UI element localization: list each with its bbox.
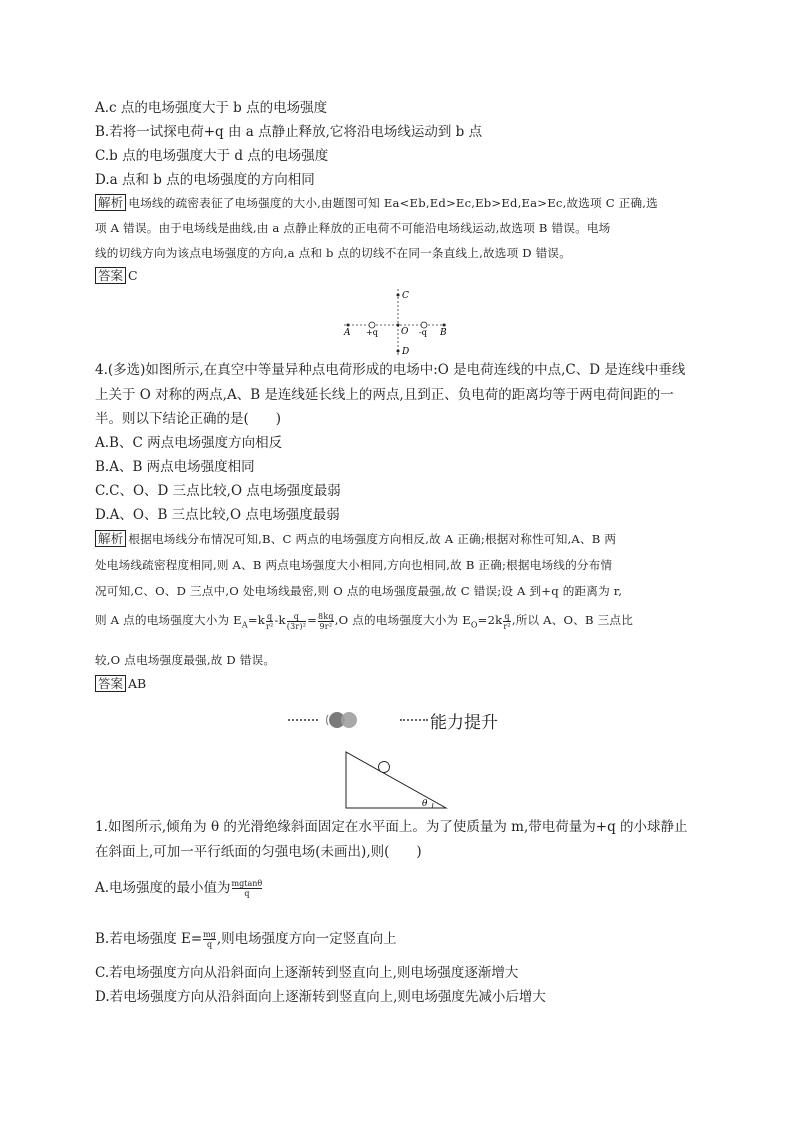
q3-option-b: B.若将一试探电荷+q 由 a 点静止释放,它将沿电场线运动到 b 点 [95,124,483,140]
q4-explanation-line5: 较,O 点电场强度最强,故 D 错误。 [95,653,276,667]
incline-diagram [340,748,452,812]
fraction-q-3r2: $\frac{q}{\text{(3r)²}}$ [286,611,307,631]
q3-explanation-line1 [95,194,658,212]
label-c: C [402,291,409,301]
formula-text: =2k [477,613,503,627]
q1-option-a [95,873,263,903]
label-d: D [402,347,410,357]
option-text: ,则电场强度方向一定竖直向上 [216,931,397,947]
formula-text: = [307,613,318,627]
angle-arc [432,803,433,808]
answer-tag: 答案 [95,267,126,284]
section-title: 能力提升 [430,713,498,733]
answer-value: AB [128,676,147,691]
q4-option-c: C.C、O、D 三点比较,O 点电场强度最弱 [95,483,341,499]
explanation-text: 电场线的疏密表征了电场强度的大小,由题图可知 Ea<Eb,Ed>Ec,Eb>Ed,Ea>Ec,故选项 C 正确,选 [128,196,658,210]
q3-option-a: A.c 点的电场强度大于 b 点的电场强度 [95,100,328,116]
q4-explanation-line3: 况可知,C、O、D 三点中,O 处电场线最密,则 O 点的电场强度最强,故 C 错误;设 A 到+q 的距离为 r, [95,584,623,598]
q1-option-b [95,924,397,954]
label-o: O [401,327,409,337]
q4-option-a: A.B、C 两点电场强度方向相反 [95,435,283,451]
explanation-tag: 解析 [95,530,126,547]
dotted-leader-right [400,719,428,721]
label-a: A [344,328,351,338]
fraction-mg-q: $\frac{mg}{q}$ [203,930,216,949]
q4-stem-line1: 4.(多选)如图所示,在真空中等量异种点电荷形成的电场中:O 是电荷连线的中点,C、D 是连线中垂线 [95,362,686,378]
formula-text: -k [274,613,286,627]
theta-label: θ [422,799,428,809]
point-c [397,294,400,297]
answer-value: C [128,268,138,283]
formula-subscript: O [470,620,478,630]
point-o [397,324,400,327]
q3-option-d: D.a 点和 b 点的电场强度的方向相同 [95,172,315,188]
formula-text: =k [247,613,265,627]
dotted-leader-left [288,719,318,721]
explanation-tag: 解析 [95,194,126,211]
q4-explanation-line4 [95,606,633,639]
q3-explanation-line2: 项 A 错误。由于电场线是曲线,由 a 点静止释放的正电荷不可能沿电场线运动,故选项 B 错误。电场 [95,221,611,235]
point-b [443,324,446,327]
q4-option-b: B.A、B 两点电场强度相同 [95,459,255,475]
point-a [347,324,350,327]
q4-explanation-line2: 处电场线疏密程度相同,则 A、B 两点电场强度大小相同,方向也相同,故 B 正确;根据电场线的分布情 [95,558,613,572]
option-text: B.若电场强度 E= [95,931,203,947]
q1-stem-line2: 在斜面上,可加一平行纸面的匀强电场(未画出),则( ) [95,844,422,860]
section-logo-icon [324,710,364,730]
label-plus-q: +q [366,328,378,337]
q3-answer [95,267,138,285]
q3-option-c: C.b 点的电场强度大于 d 点的电场强度 [95,148,329,164]
label-b: B [440,328,447,338]
fraction-mgtan: $\frac{mgtan\theta}{q}$ [231,879,263,898]
fraction-8kq: $\frac{8kq}{\text{9r²}}$ [318,611,334,631]
incline-triangle [346,752,446,808]
label-minus-q: -q [419,328,427,337]
q4-explanation-line1 [95,530,616,548]
point-d [397,350,400,353]
formula-text: 则 A 点的电场强度大小为 E [95,613,242,627]
fraction-q-r2: $\frac{q}{\text{r²}}$ [265,611,274,631]
formula-text: ,O 点的电场强度大小为 E [334,613,471,627]
q1-stem-line1: 1.如图所示,倾角为 θ 的光滑绝缘斜面固定在水平面上。为了使质量为 m,带电荷量为+q 的小球静止 [95,819,688,835]
q1-option-c: C.若电场强度方向从沿斜面向上逐渐转到竖直向上,则电场强度逐渐增大 [95,965,519,981]
q1-option-d: D.若电场强度方向从沿斜面向上逐渐转到竖直向上,则电场强度先减小后增大 [95,989,546,1005]
explanation-text: 根据电场线分布情况可知,B、C 两点的电场强度方向相反,故 A 正确;根据对称性可知,A、B 两 [128,532,617,546]
q3-explanation-line3: 线的切线方向为该点电场强度的方向,a 点和 b 点的切线不在同一条直线上,故选项 D 错误。 [95,246,572,260]
section-header [288,708,528,732]
q4-option-d: D.A、O、B 三点比较,O 点电场强度最弱 [95,507,340,523]
formula-text: ,所以 A、O、B 三点比 [511,613,634,627]
ball [379,762,390,773]
answer-tag: 答案 [95,675,126,692]
q4-answer [95,675,146,693]
q4-stem-line2: 上关于 O 对称的两点,A、B 是连线延长线上的两点,且到正、负电荷的距离均等于两电荷间距的一 [95,387,674,403]
fraction-q-r2-o: $\frac{q}{\text{r²}}$ [503,611,511,631]
charges-diagram [330,283,460,358]
formula-subscript: A [241,620,248,630]
option-text: A.电场强度的最小值为 [95,880,231,896]
q4-stem-line3: 半。则以下结论正确的是( ) [95,411,282,427]
